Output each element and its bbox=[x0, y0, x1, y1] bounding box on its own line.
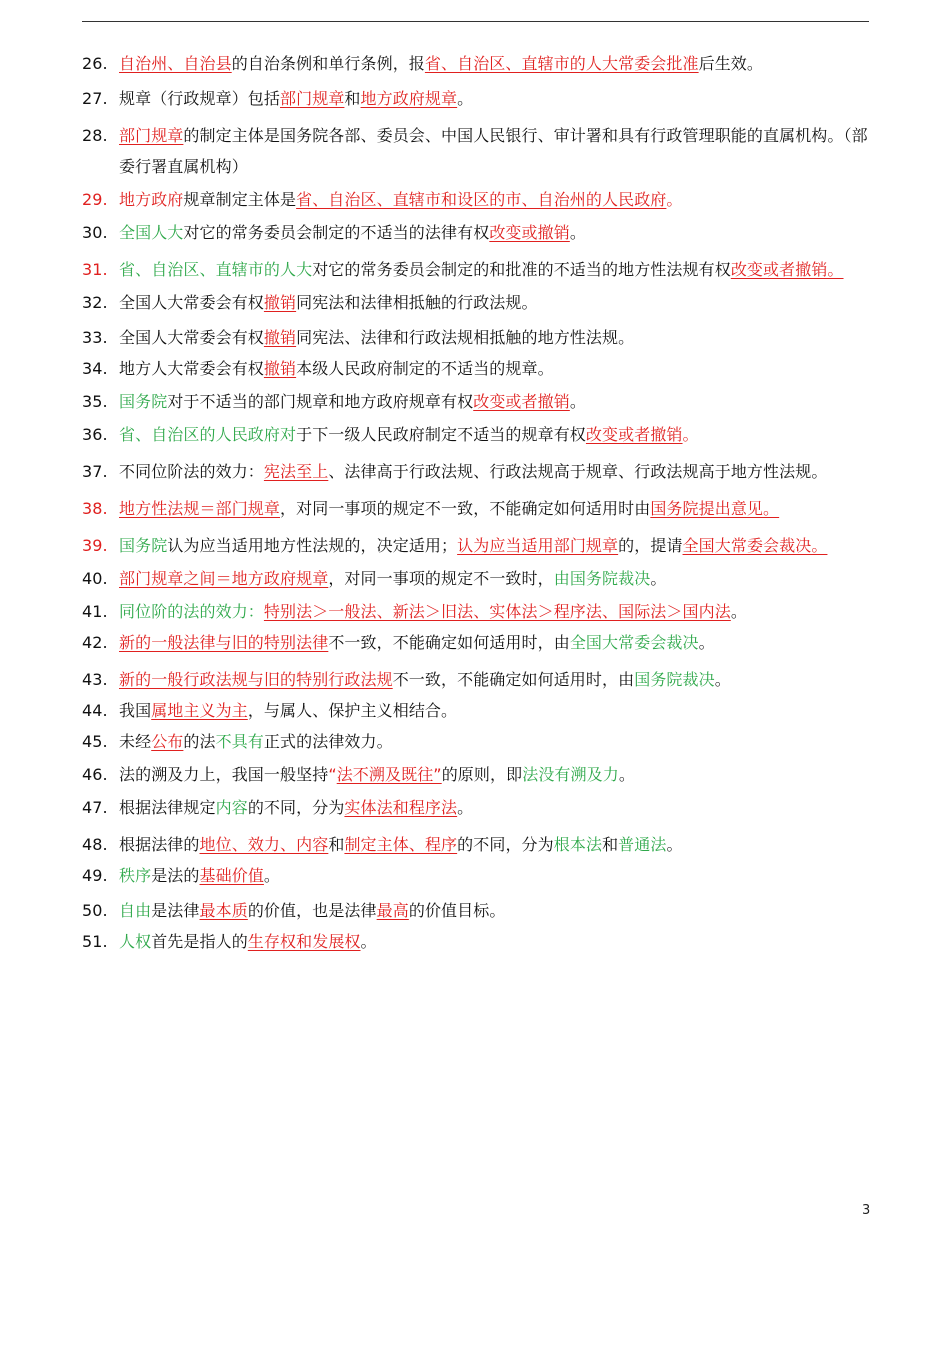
item-number: 29. bbox=[82, 190, 108, 209]
highlighted-term: 地方性法规＝部门规章 bbox=[119, 499, 281, 518]
highlighted-term: 部门规章 bbox=[280, 89, 345, 108]
highlighted-term: 改变或者撤销 bbox=[473, 392, 570, 411]
highlighted-term: 法不溯及既往” bbox=[336, 765, 442, 784]
text-segment: 。 bbox=[730, 602, 747, 621]
text-segment: 对它的常务委员会制定的不适当的法律有权 bbox=[183, 223, 490, 242]
highlighted-term: 省、自治区、直辖市和设区的市、自治州的人民政府 bbox=[296, 190, 667, 209]
text-segment: ，与属人、保护主义相结合。 bbox=[247, 701, 458, 720]
highlighted-term: 改变或者撤销。 bbox=[730, 260, 844, 279]
item-number: 31. bbox=[82, 260, 108, 279]
colored-text: 省、自治区的人民政府对 bbox=[119, 425, 297, 444]
text-segment: 和 bbox=[344, 89, 361, 108]
text-segment: 。 bbox=[457, 89, 474, 108]
list-item bbox=[82, 759, 872, 790]
text-segment: 于下一级人民政府制定不适当的规章有权 bbox=[296, 425, 586, 444]
item-number: 47. bbox=[82, 798, 108, 817]
item-number: 37. bbox=[82, 462, 108, 481]
item-number: 32. bbox=[82, 293, 108, 312]
text-segment: 根据法律的 bbox=[119, 835, 200, 854]
text-segment: 的法 bbox=[183, 732, 216, 751]
list-item bbox=[82, 120, 872, 182]
text-segment: 法的溯及力上，我国一般坚持 bbox=[119, 765, 329, 784]
highlighted-term: 撤销 bbox=[263, 293, 297, 312]
text-segment: 的制定主体是国务院各部、委员会、中国人民银行、审计署和具有行政管理职能的直属机构。（部委行署直属机构） bbox=[119, 126, 868, 176]
list-item bbox=[82, 419, 872, 450]
text-segment: 对它的常务委员会制定的和批准的不适当的地方性法规有权 bbox=[312, 260, 731, 279]
colored-text: 地方政府 bbox=[119, 190, 184, 209]
list-item bbox=[82, 493, 872, 524]
highlighted-term: 最本质 bbox=[199, 901, 248, 920]
text-segment: 。 bbox=[569, 392, 586, 411]
highlighted-term: 撤销 bbox=[263, 359, 297, 378]
text-segment: 对于不适当的部门规章和地方政府规章有权 bbox=[167, 392, 474, 411]
text-segment: 正式的法律效力。 bbox=[263, 732, 393, 751]
colored-text: 省、自治区、直辖市的人大 bbox=[119, 260, 313, 279]
list-item bbox=[82, 563, 872, 594]
text-segment: 同宪法和法律相抵触的行政法规。 bbox=[296, 293, 538, 312]
item-number: 45. bbox=[82, 732, 108, 751]
text-segment: 和 bbox=[602, 835, 619, 854]
highlighted-term: 新的一般行政法规与旧的特别行政法规 bbox=[119, 670, 393, 689]
colored-text: 国务院 bbox=[119, 536, 168, 555]
text-segment: 和 bbox=[328, 835, 345, 854]
document-body bbox=[82, 48, 872, 957]
item-number: 50. bbox=[82, 901, 108, 920]
text-segment: 根据法律规定 bbox=[119, 798, 216, 817]
list-item bbox=[82, 926, 872, 957]
list-item bbox=[82, 184, 872, 215]
item-number: 27. bbox=[82, 89, 108, 108]
list-item bbox=[82, 353, 872, 384]
text-segment: 不一致，不能确定如何适用时，由 bbox=[392, 670, 635, 689]
colored-text: 内容 bbox=[215, 798, 248, 817]
highlighted-term: 特别法＞一般法、新法＞旧法、实体法＞程序法、国际法＞国内法 bbox=[263, 602, 731, 621]
highlighted-term: 全国大常委会裁决。 bbox=[682, 536, 828, 555]
colored-text: 全国大常委会裁决 bbox=[569, 633, 699, 652]
text-segment: 是法律 bbox=[151, 901, 200, 920]
highlighted-term: 生存权和发展权 bbox=[247, 932, 361, 951]
list-item bbox=[82, 456, 872, 487]
colored-text: 。 bbox=[666, 190, 683, 209]
text-segment: 后生效。 bbox=[698, 54, 764, 73]
highlighted-term: 新的一般法律与旧的特别法律 bbox=[119, 633, 329, 652]
colored-text: 秩序 bbox=[119, 866, 152, 885]
text-segment: 。 bbox=[569, 223, 586, 242]
text-segment: ，对同一事项的规定不一致时， bbox=[328, 569, 554, 588]
item-number: 36. bbox=[82, 425, 108, 444]
colored-text: 全国人大 bbox=[119, 223, 184, 242]
list-item bbox=[82, 217, 872, 248]
text-segment: 全国人大常委会有权 bbox=[119, 328, 264, 347]
text-segment: 未经 bbox=[119, 732, 152, 751]
text-segment: 。 bbox=[618, 765, 635, 784]
item-number: 44. bbox=[82, 701, 108, 720]
colored-text: 法没有溯及力 bbox=[522, 765, 619, 784]
item-number: 28. bbox=[82, 126, 108, 145]
highlighted-term: 改变或撤销 bbox=[489, 223, 570, 242]
text-segment: 规章制定主体是 bbox=[183, 190, 297, 209]
text-segment: 。 bbox=[650, 569, 667, 588]
highlighted-term: 最高 bbox=[376, 901, 409, 920]
text-segment: 。 bbox=[263, 866, 281, 885]
text-segment: 同宪法、法律和行政法规相抵触的地方性法规。 bbox=[296, 328, 635, 347]
colored-text: 普通法 bbox=[618, 835, 667, 854]
colored-text: 同位阶的法的效力： bbox=[119, 602, 264, 621]
item-number: 41. bbox=[82, 602, 108, 621]
item-number: 39. bbox=[82, 536, 108, 555]
text-segment: 规章（行政规章）包括 bbox=[119, 89, 281, 108]
list-item bbox=[82, 287, 872, 318]
colored-text: 国务院 bbox=[119, 392, 168, 411]
text-segment: 。 bbox=[360, 932, 377, 951]
colored-text: 不具有 bbox=[215, 732, 264, 751]
text-segment: 、法律高于行政法规、行政法规高于规章、行政法规高于地方性法规。 bbox=[328, 462, 828, 481]
list-item bbox=[82, 695, 872, 726]
highlighted-term: 自治州、自治县 bbox=[119, 54, 232, 73]
highlighted-term: 撤销 bbox=[263, 328, 297, 347]
text-segment: 认为应当适用地方性法规的，决定适用； bbox=[167, 536, 458, 555]
list-item bbox=[82, 596, 872, 627]
list-item bbox=[82, 386, 872, 417]
item-number: 34. bbox=[82, 359, 108, 378]
text-segment: 。 bbox=[457, 798, 474, 817]
colored-text: 人权 bbox=[119, 932, 152, 951]
item-number: 40. bbox=[82, 569, 108, 588]
highlighted-term: 宪法至上 bbox=[263, 462, 329, 481]
list-item bbox=[82, 792, 872, 823]
text-segment: 全国人大常委会有权 bbox=[119, 293, 264, 312]
list-item bbox=[82, 627, 872, 658]
text-segment: 的，提请 bbox=[618, 536, 683, 555]
highlighted-term: 属地主义为主 bbox=[151, 701, 248, 720]
item-number: 51. bbox=[82, 932, 108, 951]
highlighted-term: 部门规章之间＝地方政府规章 bbox=[119, 569, 329, 588]
highlighted-term: 实体法和程序法 bbox=[344, 798, 458, 817]
text-segment: ，对同一事项的规定不一致，不能确定如何适用时由 bbox=[280, 499, 651, 518]
item-number: 26. bbox=[82, 54, 108, 73]
text-segment: 。 bbox=[714, 670, 731, 689]
highlighted-term: 地方政府规章 bbox=[360, 89, 458, 108]
item-number: 38. bbox=[82, 499, 108, 518]
colored-text: 根本法 bbox=[553, 835, 603, 854]
list-item bbox=[82, 83, 872, 114]
text-segment: 不一致，不能确定如何适用时，由 bbox=[328, 633, 570, 652]
highlighted-term: 制定主体、程序 bbox=[344, 835, 458, 854]
list-item bbox=[82, 254, 872, 285]
text-segment: 是法的 bbox=[151, 866, 200, 885]
highlighted-term: 认为应当适用部门规章 bbox=[457, 536, 619, 555]
colored-text: 由国务院裁决 bbox=[553, 569, 651, 588]
colored-text: “ bbox=[328, 765, 337, 784]
list-item bbox=[82, 860, 872, 891]
item-number: 48. bbox=[82, 835, 108, 854]
highlighted-term: 改变或者撤销 bbox=[585, 425, 683, 444]
list-item bbox=[82, 664, 872, 695]
text-segment: 地方人大常委会有权 bbox=[119, 359, 264, 378]
text-segment: 的原则，即 bbox=[441, 765, 523, 784]
list-item bbox=[82, 322, 872, 353]
list-item bbox=[82, 895, 872, 926]
item-number: 35. bbox=[82, 392, 108, 411]
item-number: 49. bbox=[82, 866, 108, 885]
text-segment: 。 bbox=[698, 633, 715, 652]
text-segment: 的价值，也是法律 bbox=[247, 901, 377, 920]
text-segment: 的自治条例和单行条例，报 bbox=[231, 54, 425, 73]
item-number: 46. bbox=[82, 765, 108, 784]
list-item bbox=[82, 726, 872, 757]
text-segment: 我国 bbox=[119, 701, 152, 720]
colored-text: 。 bbox=[682, 425, 699, 444]
highlighted-term: 地位、效力、内容 bbox=[199, 835, 329, 854]
text-segment: 不同位阶法的效力： bbox=[119, 462, 264, 481]
list-item bbox=[82, 829, 872, 860]
text-segment: 本级人民政府制定的不适当的规章。 bbox=[296, 359, 554, 378]
item-number: 33. bbox=[82, 328, 108, 347]
text-segment: 首先是指人的 bbox=[151, 932, 248, 951]
item-number: 42. bbox=[82, 633, 108, 652]
highlighted-term: 省、自治区、直辖市的人大常委会批准 bbox=[424, 54, 699, 73]
item-number: 43. bbox=[82, 670, 108, 689]
list-item bbox=[82, 530, 872, 561]
text-segment: 。 bbox=[666, 835, 683, 854]
text-segment: 的价值目标。 bbox=[408, 901, 506, 920]
colored-text: 国务院裁决 bbox=[634, 670, 715, 689]
text-segment: 的不同，分为 bbox=[247, 798, 345, 817]
header-rule bbox=[82, 21, 869, 22]
highlighted-term: 国务院提出意见。 bbox=[650, 499, 780, 518]
highlighted-term: 公布 bbox=[151, 732, 184, 751]
text-segment: 的不同，分为 bbox=[457, 835, 554, 854]
colored-text: 自由 bbox=[119, 901, 152, 920]
item-number: 30. bbox=[82, 223, 108, 242]
page-number: 3 bbox=[862, 1203, 871, 1218]
highlighted-term: 部门规章 bbox=[119, 126, 184, 145]
list-item bbox=[82, 48, 872, 79]
highlighted-term: 基础价值 bbox=[199, 866, 264, 885]
